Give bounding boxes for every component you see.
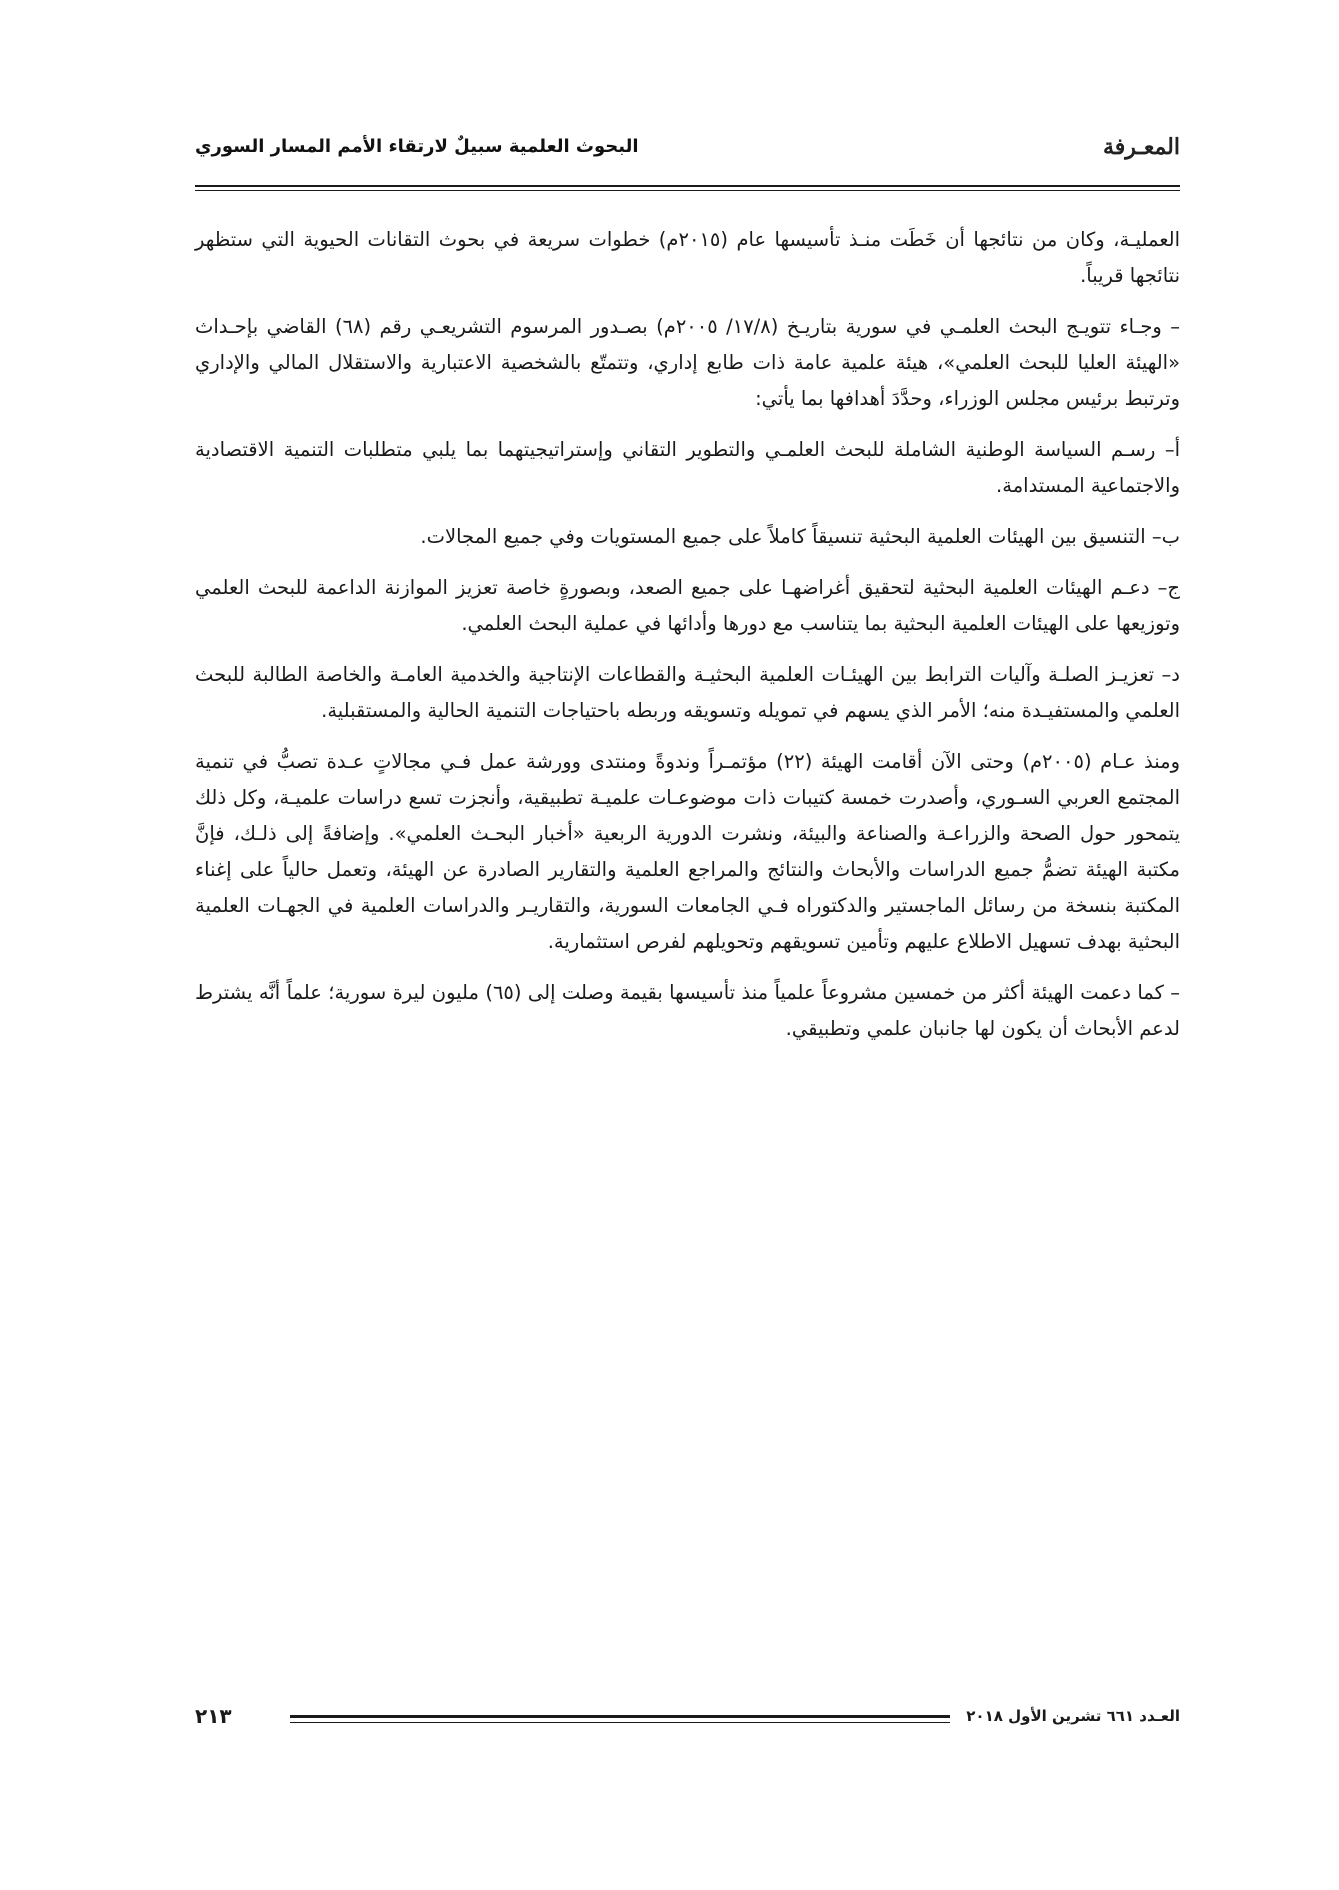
paragraph: العمليـة، وكان من نتائجها أن خَطَت منـذ تأسيسها عام (٢٠١٥م) خطوات سريعة في بحوث التقانات الحيوية التي ستظهر نتائجها قريباً. (195, 228, 1180, 287)
header-divider (195, 185, 1180, 187)
issue-info: العـدد ٦٦١ تشرين الأول ٢٠١٨ (966, 1707, 1180, 1725)
running-header (195, 128, 1180, 176)
paragraph: ج– دعـم الهيئات العلمية البحثية لتحقيق أغراضهـا على جميع الصعد، وبصورةٍ خاصة تعزيز الموازنة الداعمة للبحث العلمي وتوزيعها على الهيئات العلمية البحثية بما يتناسب مع دورها وأدائها في عملية البحث العلمي. (195, 576, 1180, 635)
paragraph: د– تعزيـز الصلـة وآليات الترابط بين الهيئـات العلمية البحثيـة والقطاعات الإنتاجية والخدمية العامـة والخاصة الطالبة للبحث العلمي والمستفيـدة منه؛ الأمر الذي يسهم في تمويله وتسويقه وربطه باحتياجات التنمية الحالية والمستقبلية. (195, 663, 1180, 722)
header-divider-thin (195, 190, 1180, 191)
paragraph: أ– رسـم السياسة الوطنية الشاملة للبحث العلمـي والتطوير التقاني وإستراتيجيتهما بما يلبي متطلبات التنمية الاقتصادية والاجتماعية المستدامة. (195, 438, 1180, 497)
paragraph: – كما دعمت الهيئة أكثر من خمسين مشروعاً علمياً منذ تأسيسها بقيمة وصلت إلى (٦٥) مليون ليرة سورية؛ علماً أنَّه يشترط لدعم الأبحاث أن يكون لها جانبان علمي وتطبيقي. (195, 981, 1180, 1040)
page-number: ٢١٣ (195, 1704, 232, 1728)
paragraph: – وجـاء تتويـج البحث العلمـي في سورية بتاريـخ (١٧/٨/ ٢٠٠٥م) بصـدور المرسوم التشريعـي رقم (٦٨) القاضي بإحـداث «الهيئة العليا للبحث العلمي»، هيئة علمية عامة ذات طابع إداري، وتتمتّع بالشخصية الاعتبارية والاستقلال المالي والإداري وترتبط برئيس مجلس الوزراء، وحدَّدَ أهدافها بما يأتي: (195, 315, 1180, 410)
paragraph: ب– التنسيق بين الهيئات العلمية البحثية تنسيقاً كاملاً على جميع المستويات وفي جميع المجالات. (420, 525, 1180, 548)
paragraph: ومنذ عـام (٢٠٠٥م) وحتى الآن أقامت الهيئة (٢٢) مؤتمـراً وندوةً ومنتدى وورشة عمل فـي مجالاتٍ عـدة تصبُّ في تنمية المجتمع العربي السـوري، وأصدرت خمسة كتيبات ذات موضوعـات علميـة تطبيقية، وأنجزت تسع دراسات علميـة، وكل ذلك يتمحور حول الصحة والزراعـة والصناعة والبيئة، ونشرت الدورية الربعية «أخبار البحـث العلمي». وإضافةً إلى ذلـك، فإنَّ مكتبة الهيئة تضمُّ جميع الدراسات والأبحاث والنتائج والمراجع العلمية والتقارير الصادرة عن الهيئة، وتعمل حالياً على إغناء المكتبة بنسخة من رسائل الماجستير والدكتوراه فـي الجامعات السورية، والتقاريـر والدراسات العلمية في الجهـات العلمية البحثية بهدف تسهيل الاطلاع عليهم وتأمين تسويقهم وتحويلهم لفرص استثمارية. (195, 750, 1180, 953)
article-body (195, 222, 1180, 1062)
running-title: البحوث العلمية سبيلٌ لارتقاء الأمم المسار السوري (195, 136, 639, 157)
journal-logo: المعـرفة (1102, 134, 1180, 160)
footer-divider (290, 1715, 950, 1718)
footer-divider-thin (290, 1722, 950, 1723)
page-footer (195, 1704, 1180, 1737)
